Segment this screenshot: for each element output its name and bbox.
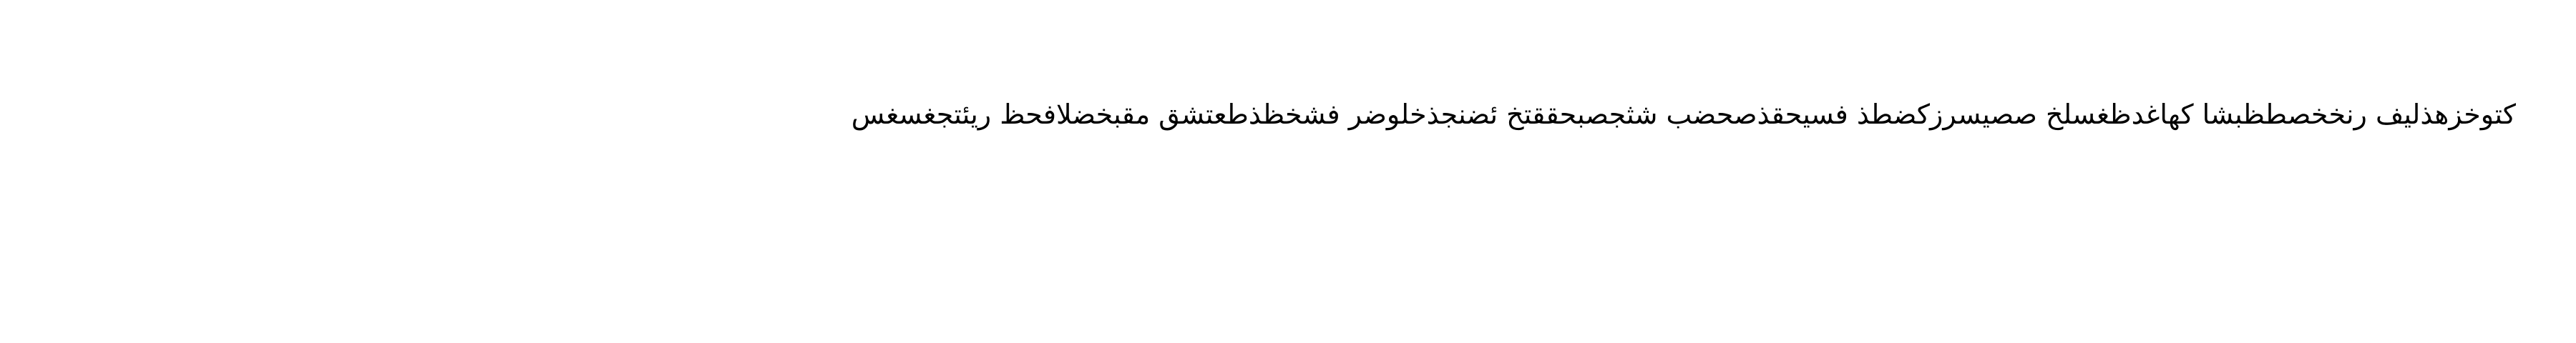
arabic-text-line: كتوخزهذليف رنخخصطظبشا كهاغدظغسلخ صصيسرزكضطذ فسيحقذصحضب شثجصبحققتخ ئضنجذخلوضر فشخظذطعتشق مقبخضلافحظ ريئتجغسغس	[851, 99, 2516, 130]
